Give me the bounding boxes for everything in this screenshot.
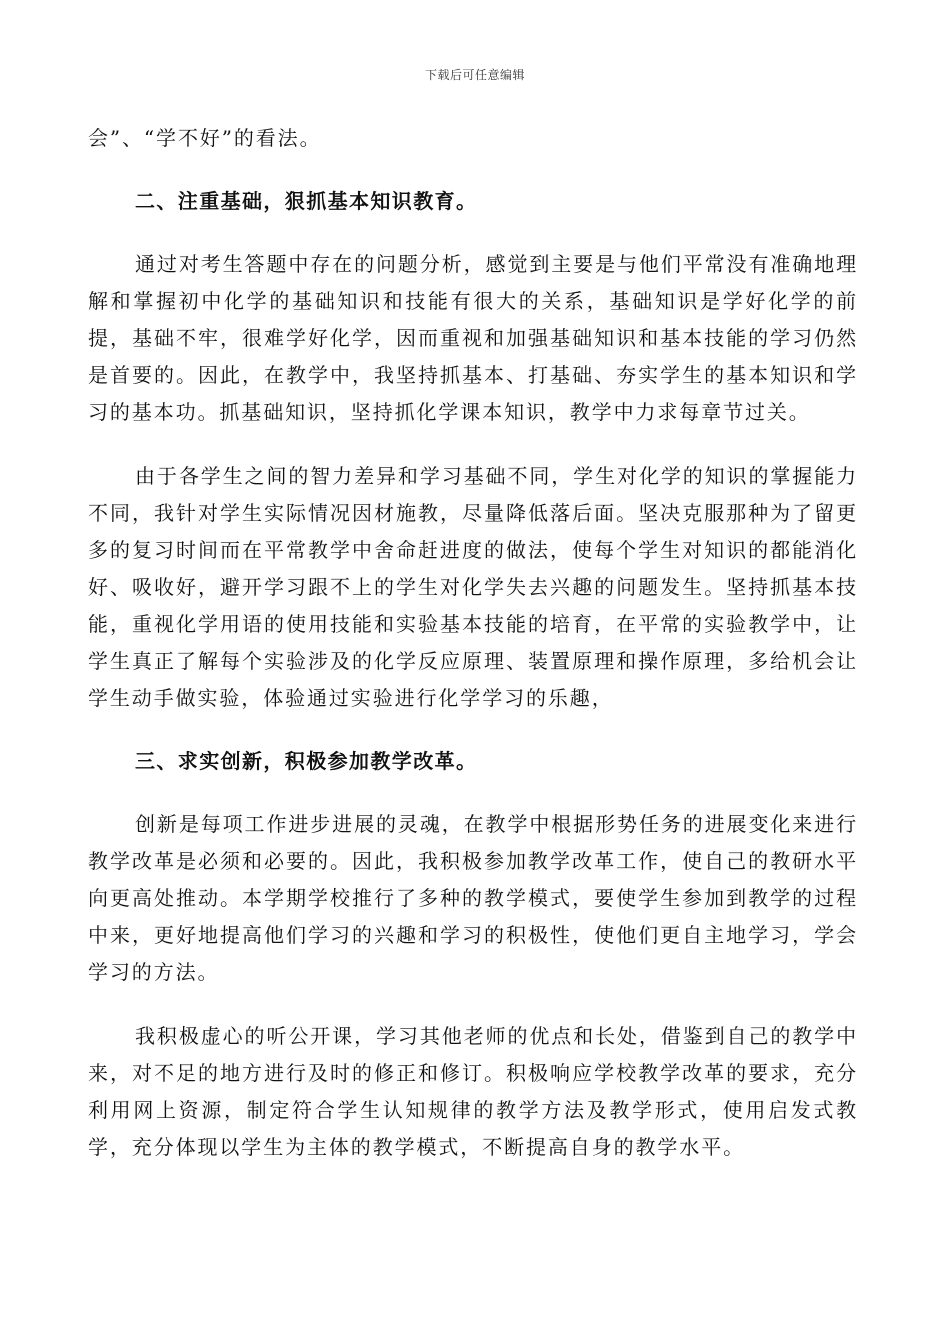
section-heading-2: 二、注重基础，狠抓基本知识教育。 xyxy=(135,189,478,213)
section-heading-3: 三、求实创新，积极参加教学改革。 xyxy=(135,749,478,773)
spacer xyxy=(88,220,858,246)
paragraph-continuation: 会”、“学不好”的看法。 xyxy=(88,126,322,150)
spacer xyxy=(88,431,858,458)
spacer xyxy=(88,717,858,743)
paragraph-differences: 由于各学生之间的智力差异和学习基础不同，学生对化学的知识的掌握能力不同，我针对学生实际情况因材施教，尽量降低落后面。坚决克服那种为了留更多的复习时间而在平常教学中舍命赶进度的做法，使每个学生对知识的都能消化好、吸收好，避开学习跟不上的学生对化学失去兴趣的问题发生。坚持抓基本技能，重视化学用语的使用技能和实验基本技能的培育，在平常的实验教学中，让学生真正了解每个实验涉及的化学反应原理、装置原理和操作原理，多给机会让学生动手做实验，体验通过实验进行化学学习的乐趣， xyxy=(88,464,858,710)
page-header: 下载后可任意编辑 xyxy=(424,68,525,82)
paragraph-basics: 通过对考生答题中存在的问题分析，感觉到主要是与他们平常没有准确地理解和掌握初中化学的基础知识和技能有很大的关系，基础知识是学好化学的前提，基础不牢，很难学好化学，因而重视和加强基础知识和基本技能的学习仍然是首要的。因此，在教学中，我坚持抓基本、打基础、夯实学生的基本知识和学习的基本功。抓基础知识，坚持抓化学课本知识，教学中力求每章节过关。 xyxy=(88,252,858,424)
spacer xyxy=(88,991,858,1018)
spacer xyxy=(88,780,858,806)
paragraph-innovation: 创新是每项工作进步进展的灵魂，在教学中根据形势任务的进展变化来进行教学改革是必须和必要的。因此，我积极参加教学改革工作，使自己的教研水平向更高处推动。本学期学校推行了多种的教学模式，要使学生参加到教学的过程中来，更好地提高他们学习的兴趣和学习的积极性，使他们更自主地学习，学会学习的方法。 xyxy=(88,812,858,984)
spacer xyxy=(88,157,858,183)
document-body xyxy=(88,120,858,1166)
paragraph-open-class: 我积极虚心的听公开课，学习其他老师的优点和长处，借鉴到自己的教学中来，对不足的地方进行及时的修正和修订。积极响应学校教学改革的要求，充分利用网上资源，制定符合学生认知规律的教学方法及教学形式，使用启发式教学，充分体现以学生为主体的教学模式，不断提高自身的教学水平。 xyxy=(88,1024,858,1159)
